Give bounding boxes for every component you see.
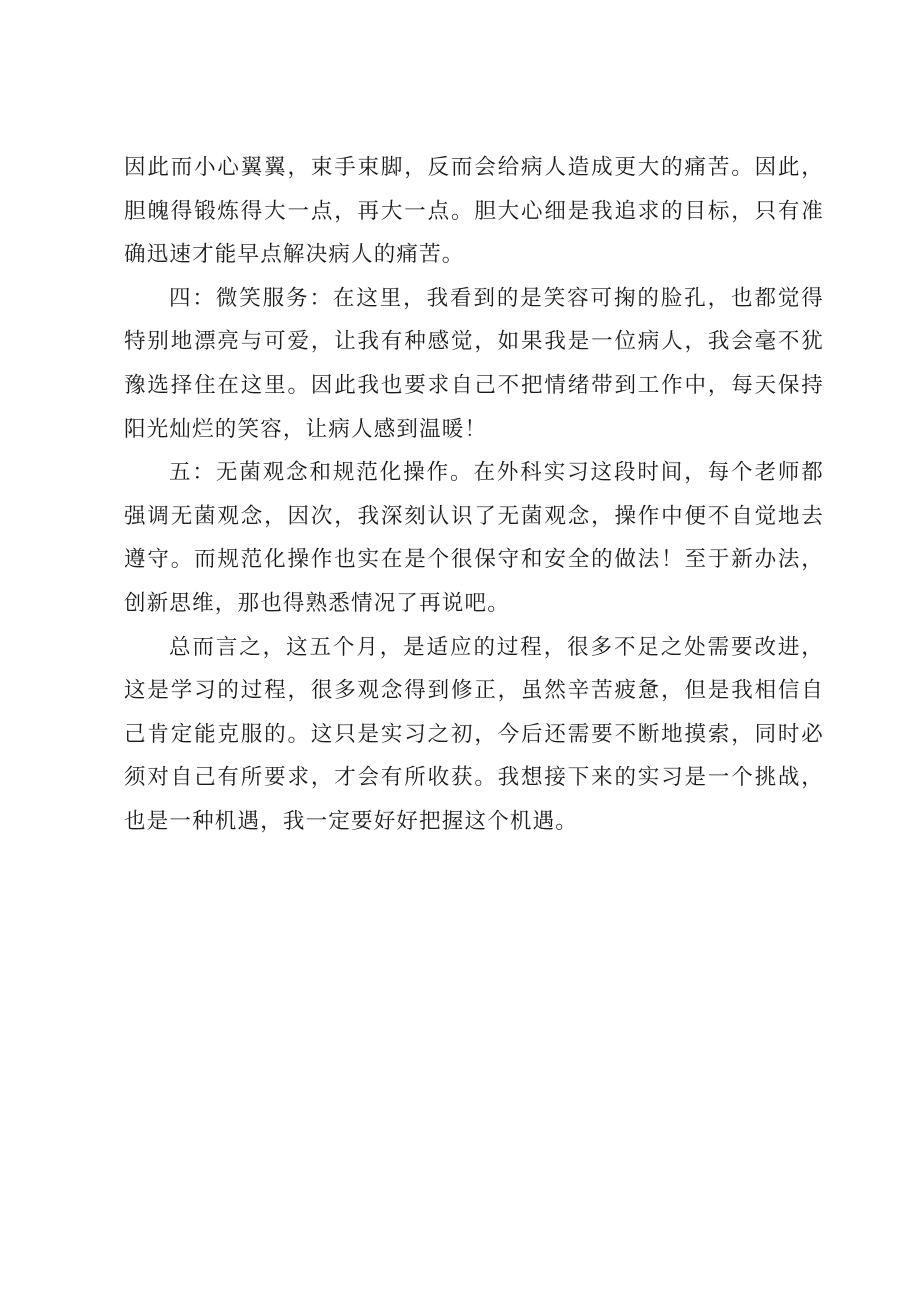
text-line: 这是学习的过程，很多观念得到修正，虽然辛苦疲惫，但是我相信自 [124,678,824,704]
text-line: 确迅速才能早点解决病人的痛苦。 [124,242,465,268]
text-line: 总而言之，这五个月，是适应的过程，很多不足之处需要改进， [169,634,824,660]
text-line: 遵守。而规范化操作也实在是个很保守和安全的做法！至于新办法， [124,547,824,573]
text-line: 五：无菌观念和规范化操作。在外科实习这段时间，每个老师都 [169,460,824,486]
paragraph-aseptic [124,451,824,625]
paragraph-courage [124,146,824,277]
paragraph-smile-service [124,277,824,451]
paragraph-summary [124,626,824,844]
text-line: 也是一种机遇，我一定要好好把握这个机遇。 [124,808,579,834]
text-line: 因此而小心翼翼，束手束脚，反而会给病人造成更大的痛苦。因此， [124,155,824,180]
text-line: 强调无菌观念，因次，我深刻认识了无菌观念，操作中便不自觉地去 [124,503,824,529]
text-line: 豫选择住在这里。因此我也要求自己不把情绪带到工作中，每天保持 [124,372,824,398]
text-line: 须对自己有所要求，才会有所收获。我想接下来的实习是一个挑战， [124,765,824,791]
text-line: 阳光灿烂的笑容，让病人感到温暖！ [124,416,488,442]
text-line: 四：微笑服务：在这里，我看到的是笑容可掬的脸孔，也都觉得 [169,285,824,311]
text-line: 己肯定能克服的。这只是实习之初，今后还需要不断地摸索，同时必 [124,721,824,747]
document-body [124,146,824,844]
text-line: 胆魄得锻炼得大一点，再大一点。胆大心细是我追求的目标，只有准 [124,198,824,224]
text-line: 创新思维，那也得熟悉情况了再说吧。 [124,590,510,616]
text-line: 特别地漂亮与可爱，让我有种感觉，如果我是一位病人，我会毫不犹 [124,329,824,355]
